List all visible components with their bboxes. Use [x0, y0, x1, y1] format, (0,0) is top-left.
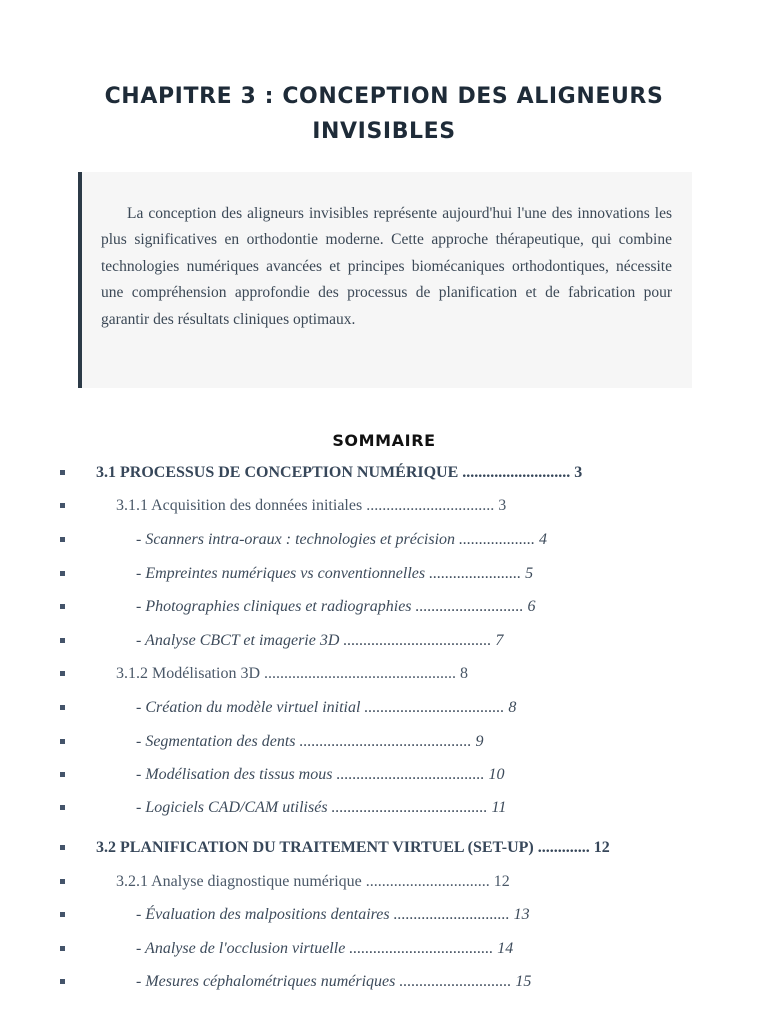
toc-entry[interactable]	[0, 730, 760, 754]
toc-entry[interactable]	[0, 937, 760, 961]
bullet-square-icon	[60, 638, 65, 643]
toc-entry-text: - Scanners intra-oraux : technologies et précision ................... 4	[136, 531, 548, 548]
toc-entry[interactable]	[0, 870, 760, 894]
toc-entry[interactable]	[0, 562, 760, 586]
toc-entry-text: - Analyse CBCT et imagerie 3D ..................................... 7	[136, 632, 504, 649]
bullet-square-icon	[60, 879, 65, 884]
bullet-square-icon	[60, 705, 65, 710]
toc-entry-text: 3.1.1 Acquisition des données initiales ................................ 3	[116, 497, 507, 514]
toc-entry[interactable]	[0, 796, 760, 820]
toc-entry-text: - Évaluation des malpositions dentaires ............................. 13	[136, 906, 530, 923]
intro-paragraph: La conception des aligneurs invisibles représente aujourd'hui l'une des innovations les plus significatives en orthodontie moderne. Cette approche thérapeutique, qui combine technologies numériques avancées et principes biomécaniques orthodontiques, nécessite une compréhension approfondie des processus de planification et de fabrication pour garantir des résultats cliniques optimaux.	[101, 205, 672, 328]
toc-entry[interactable]	[0, 696, 760, 720]
bullet-square-icon	[60, 503, 65, 508]
bullet-square-icon	[60, 772, 65, 777]
toc-entry[interactable]	[0, 461, 760, 485]
toc-entry-text: 3.2 PLANIFICATION DU TRAITEMENT VIRTUEL (SET-UP) ............. 12	[96, 839, 610, 856]
bullet-square-icon	[60, 946, 65, 951]
toc-heading: SOMMAIRE	[332, 431, 436, 451]
toc-entry-text: 3.1.2 Modélisation 3D ................................................ 8	[116, 665, 468, 682]
toc-entry-text: - Logiciels CAD/CAM utilisés ....................................... 11	[136, 799, 507, 816]
bullet-square-icon	[60, 571, 65, 576]
toc-entry[interactable]	[0, 836, 760, 860]
bullet-square-icon	[60, 979, 65, 984]
toc-entry-text: 3.1 PROCESSUS DE CONCEPTION NUMÉRIQUE ........................... 3	[96, 464, 583, 481]
bullet-square-icon	[60, 537, 65, 542]
toc-entry-text: - Mesures céphalométriques numériques ............................ 15	[136, 973, 532, 990]
bullet-square-icon	[60, 671, 65, 676]
bullet-square-icon	[60, 470, 65, 475]
toc-entry[interactable]	[0, 528, 760, 552]
intro-blockquote	[78, 172, 692, 388]
toc-entry-text: 3.2.1 Analyse diagnostique numérique ............................... 12	[116, 873, 510, 890]
toc-entry[interactable]	[0, 629, 760, 653]
bullet-square-icon	[60, 805, 65, 810]
toc-entry[interactable]	[0, 595, 760, 619]
toc-entry-text: - Photographies cliniques et radiographies ........................... 6	[136, 598, 536, 615]
toc-entry[interactable]	[0, 903, 760, 927]
toc-entry-text: - Empreintes numériques vs conventionnelles ....................... 5	[136, 565, 534, 582]
toc-entry-text: - Segmentation des dents ........................................... 9	[136, 733, 484, 750]
toc-entry[interactable]	[0, 494, 760, 518]
toc-entry-text: - Analyse de l'occlusion virtuelle .................................... 14	[136, 940, 514, 957]
bullet-square-icon	[60, 739, 65, 744]
chapter-title: CHAPITRE 3 : CONCEPTION DES ALIGNEURS INVISIBLES	[104, 83, 664, 144]
bullet-square-icon	[60, 604, 65, 609]
bullet-square-icon	[60, 912, 65, 917]
toc-entry[interactable]	[0, 970, 760, 994]
toc-entry-text: - Création du modèle virtuel initial ................................... 8	[136, 699, 517, 716]
bullet-square-icon	[60, 845, 65, 850]
toc-entry[interactable]	[0, 763, 760, 787]
toc-entry[interactable]	[0, 662, 760, 686]
toc-entry-text: - Modélisation des tissus mous ..................................... 10	[136, 766, 505, 783]
